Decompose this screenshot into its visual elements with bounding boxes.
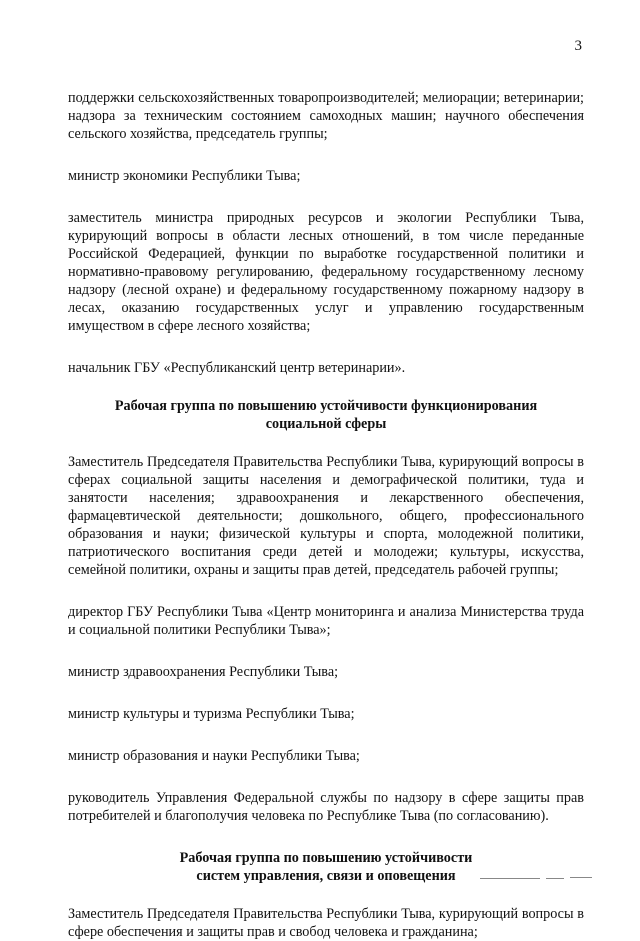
paragraph-agri-support: поддержки сельскохозяйственных товаропроизводителей; мелиорации; ветеринарии; надзора за техническим состоянием самоходных машин; научного обеспечения сельского хозяйства, председатель группы; [68, 90, 584, 142]
scan-artifact-marks [480, 872, 600, 882]
paragraph-rospotrebnadzor-head: руководитель Управления Федеральной службы по надзору в сфере защиты прав потребителей и благополучия человека по Республике Тыва (по согласованию). [68, 790, 584, 824]
section-title-social [68, 397, 584, 433]
paragraph-veterinary-head: начальник ГБУ «Республиканский центр ветеринарии». [68, 360, 406, 376]
section-title-social-line-2: социальной сферы [265, 416, 387, 432]
section-title-social-line-1: Рабочая группа по повышению устойчивости функционирования [114, 398, 538, 414]
paragraph-education-minister: министр образования и науки Республики Тыва; [68, 748, 360, 764]
paragraph-health-minister: министр здравоохранения Республики Тыва; [68, 664, 339, 680]
section-title-communications-line-2: систем управления, связи и оповещения [196, 868, 456, 884]
paragraph-communications-chair: Заместитель Председателя Правительства Республики Тыва, курирующий вопросы в сфере обеспечения и защиты прав и свобод человека и гражданина; [68, 906, 584, 940]
paragraph-social-chair: Заместитель Председателя Правительства Республики Тыва, курирующий вопросы в сферах социальной защиты населения и демографической политики, туда и занятости населения; здравоохранения и лекарственного обеспечения, фармацевтической деятельности; дошкольного, общего, профессионального образования и науки; физической культуры и спорта, молодежной политики, патриотического воспитания среди детей и молодежи; культуры, искусства, семейной политики, охраны и защиты прав детей, председатель рабочей группы; [68, 454, 584, 578]
section-title-communications-line-1: Рабочая группа по повышению устойчивости [179, 850, 473, 866]
paragraph-economy-minister: министр экономики Республики Тыва; [68, 168, 301, 184]
page-number: 3 [574, 38, 582, 54]
paragraph-monitoring-director: директор ГБУ Республики Тыва «Центр мониторинга и анализа Министерства труда и социальной политики Республики Тыва»; [68, 604, 584, 638]
document-body [68, 89, 584, 941]
paragraph-forestry-deputy: заместитель министра природных ресурсов и экологии Республики Тыва, курирующий вопросы в области лесных отношений, в том числе переданные Российской Федерацией, функции по выработке государственной политики и нормативно-правовому регулированию, федеральному государственному лесному надзору (лесной охране) и федеральному государственному пожарному надзору в лесах, оказанию государственных услуг и управлению государственным имуществом в сфере лесного хозяйства; [68, 210, 584, 334]
paragraph-culture-minister: министр культуры и туризма Республики Тыва; [68, 706, 355, 722]
